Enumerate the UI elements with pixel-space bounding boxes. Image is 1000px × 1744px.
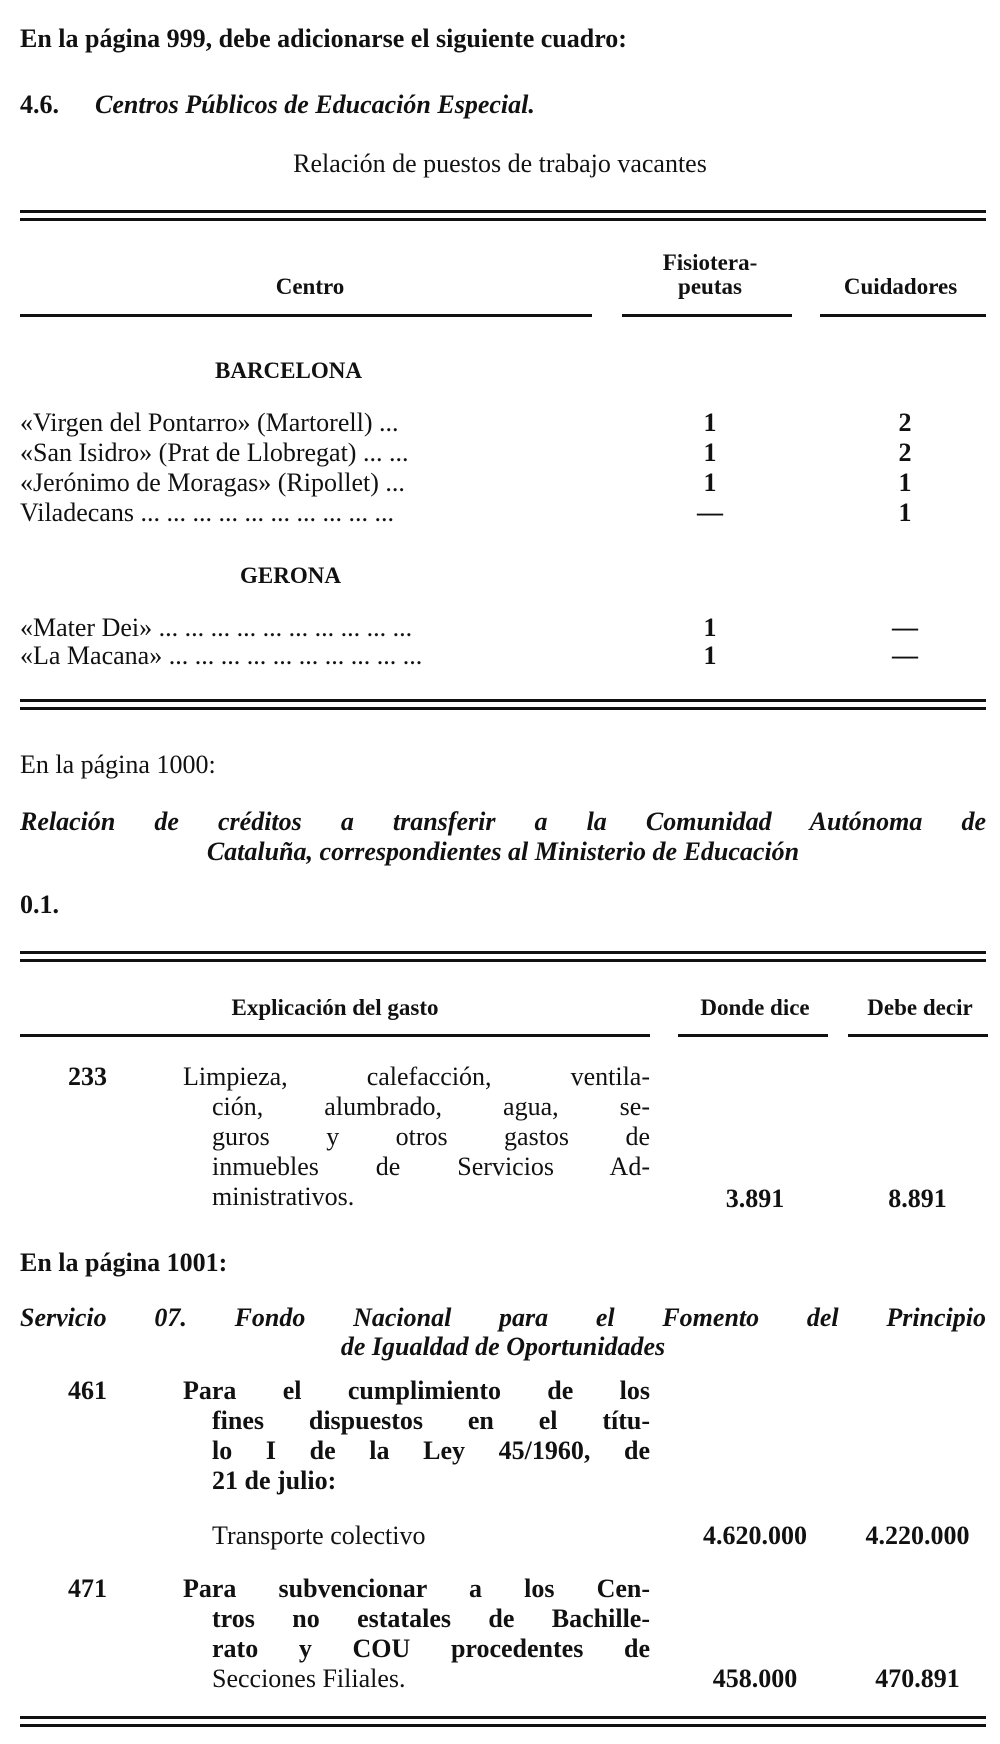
centro-cell: Viladecans ... ... ... ... ... ... ... ... ... ... — [20, 498, 394, 527]
description-line: guros y otros gastos de — [212, 1122, 650, 1151]
description-line: tros no estatales de Bachille- — [212, 1604, 650, 1633]
heading-1000-line2: Cataluña, correspondientes al Ministerio de Educación — [206, 837, 800, 866]
heading-1001-line1: Servicio 07. Fondo Nacional para el Fomento del Principio — [20, 1303, 986, 1332]
description-line: rato y COU procedentes de — [212, 1634, 650, 1663]
double-rule-top — [20, 210, 986, 213]
heading-1001-line2: de Igualdad de Oportunidades — [340, 1332, 666, 1361]
group-barcelona: BARCELONA — [215, 358, 362, 383]
debe-decir-cell: 470.891 — [875, 1664, 960, 1693]
description-line: Para subvencionar a los Cen- — [183, 1574, 650, 1603]
double-rule-top — [20, 1716, 986, 1719]
header-rule — [678, 1034, 828, 1037]
group-gerona: GERONA — [240, 563, 341, 588]
sub-item: Transporte colectivo — [212, 1521, 426, 1550]
cuidadores-cell: 2 — [898, 438, 912, 467]
description-line: Secciones Filiales. — [212, 1664, 406, 1693]
double-rule-bottom — [20, 1724, 986, 1727]
fisio-cell: 1 — [703, 468, 717, 497]
description-line: inmuebles de Servicios Ad- — [212, 1152, 650, 1181]
section-number: 4.6. — [20, 90, 59, 119]
fisio-cell: 1 — [703, 408, 717, 437]
donde-dice-cell: 3.891 — [725, 1184, 785, 1213]
header-rule — [20, 314, 592, 317]
header-fisio-1: Fisiotera- — [662, 250, 758, 275]
fisio-cell: 1 — [703, 438, 717, 467]
double-rule-bottom — [20, 707, 986, 710]
cuidadores-cell: — — [892, 613, 918, 642]
centro-cell: «San Isidro» (Prat de Llobregat) ... ... — [20, 438, 409, 467]
heading-1000-line1: Relación de créditos a transferir a la Comunidad Autónoma de — [20, 807, 986, 836]
fisio-cell: 1 — [703, 641, 717, 670]
intro-page-1001: En la página 1001: — [20, 1248, 228, 1277]
description-line: fines dispuestos en el títu- — [212, 1406, 650, 1435]
description-line: ministrativos. — [212, 1182, 355, 1211]
double-rule-top — [20, 951, 986, 954]
header-explicacion: Explicación del gasto — [231, 995, 439, 1020]
cuidadores-cell: — — [892, 641, 918, 670]
intro-page-1000: En la página 1000: — [20, 750, 216, 779]
description-line: lo I de la Ley 45/1960, de — [212, 1436, 650, 1465]
header-rule — [820, 314, 986, 317]
section-title: Centros Públicos de Educación Especial. — [95, 90, 535, 119]
description-line: ción, alumbrado, agua, se- — [212, 1092, 650, 1121]
fisio-cell: 1 — [703, 613, 717, 642]
description-line: 21 de julio: — [212, 1466, 337, 1495]
double-rule-bottom — [20, 218, 986, 221]
header-rule — [848, 1034, 988, 1037]
description-line: Para el cumplimiento de los — [183, 1376, 650, 1405]
double-rule-bottom — [20, 959, 986, 962]
table-title: Relación de puestos de trabajo vacantes — [293, 149, 707, 178]
intro-page-999: En la página 999, debe adicionarse el siguiente cuadro: — [20, 24, 627, 53]
header-rule — [20, 1034, 650, 1037]
centro-cell: «La Macana» ... ... ... ... ... ... ... ... ... ... — [20, 641, 423, 670]
code-cell: 471 — [68, 1574, 107, 1603]
debe-decir-cell: 4.220.000 — [865, 1521, 970, 1550]
double-rule-top — [20, 699, 986, 702]
debe-decir-cell: 8.891 — [888, 1184, 947, 1213]
header-rule — [622, 314, 792, 317]
donde-dice-cell: 458.000 — [712, 1664, 798, 1693]
cuidadores-cell: 2 — [898, 408, 912, 437]
header-donde-dice: Donde dice — [700, 995, 810, 1020]
description-line: Limpieza, calefacción, ventila- — [183, 1062, 650, 1091]
centro-cell: «Mater Dei» ... ... ... ... ... ... ... ... ... ... — [20, 613, 413, 642]
centro-cell: «Jerónimo de Moragas» (Ripollet) ... — [20, 468, 405, 497]
donde-dice-cell: 4.620.000 — [703, 1521, 807, 1550]
fisio-cell: — — [697, 498, 723, 527]
header-debe-decir: Debe decir — [867, 995, 973, 1020]
cuidadores-cell: 1 — [898, 498, 912, 527]
code-cell: 461 — [68, 1376, 107, 1405]
header-centro: Centro — [275, 274, 345, 299]
header-fisio-2: peutas — [678, 274, 742, 299]
section-number-01: 0.1. — [20, 890, 59, 919]
header-cuidadores: Cuidadores — [843, 274, 958, 299]
code-cell: 233 — [68, 1062, 107, 1091]
cuidadores-cell: 1 — [898, 468, 912, 497]
centro-cell: «Virgen del Pontarro» (Martorell) ... — [20, 408, 399, 437]
